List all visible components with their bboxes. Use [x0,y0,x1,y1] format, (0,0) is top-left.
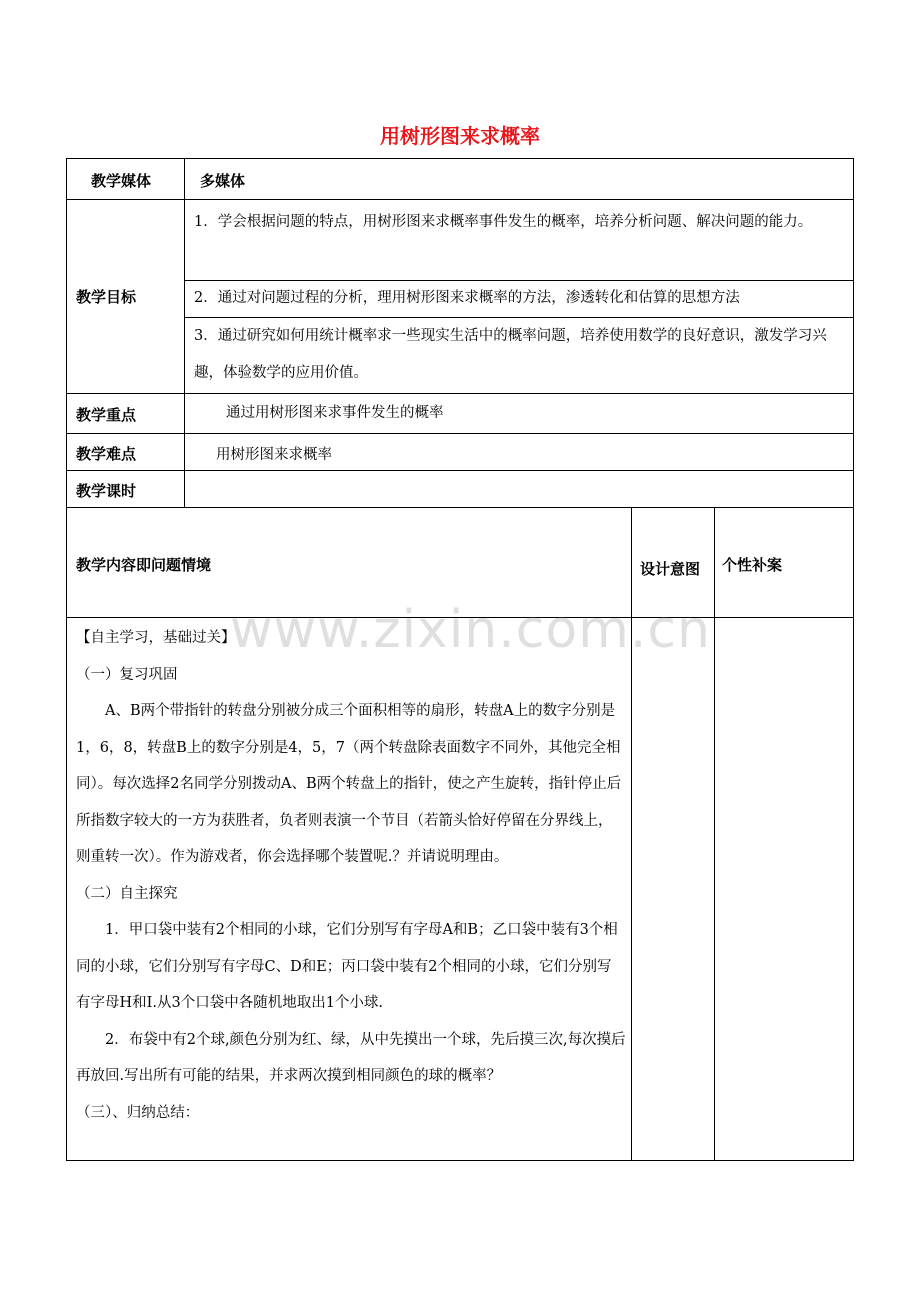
media-label: 教学媒体 [91,172,152,190]
difficulty-value: 用树形图来求概率 [216,447,332,463]
section-review: （一）复习巩固 [76,666,178,683]
explore-paragraph-1: 1．甲口袋中装有2个相同的小球，它们分别写有字母A和B；乙口袋中装有3个相同的小球，它们分别写有字母C、D和E；丙口袋中装有2个相同的小球，它们分别写有字母H和I.从3个口袋中各随机地取出1个小球. [76,922,618,1011]
supplement-column-divider [714,507,715,1161]
section-summary: （三）、归纳总结： [76,1104,200,1121]
review-paragraph: A、B两个带指针的转盘分别被分成三个面积相等的扇形，转盘A上的数字分别是1，6，8，转盘B上的数字分别是4，5，7（两个转盘除表面数字不同外，其他完全相同）。每次选择2名同学分别拨动A、B两个转盘上的指针，使之产生旋转，指针停止后所指数字较大的一方为获胜者，负者则表演一个节目（若箭头恰好停留在分界线上，则重转一次）。作为游戏者，你会选择哪个装置呢.？并请说明理由。 [76,703,622,865]
supplement-header: 个性补案 [722,556,783,574]
table-border-right [853,158,854,1161]
lesson-content [76,620,626,1131]
design-column-divider [631,507,632,1161]
content-heading: 【自主学习，基础过关】 [76,630,236,646]
hours-label: 教学课时 [76,482,137,500]
section-explore: （二）自主探究 [76,885,178,902]
content-header: 教学内容即问题情境 [76,556,212,574]
watermark: www.zixin.com.cn [230,600,711,660]
table-border-left [66,158,67,1161]
design-header: 设计意图 [640,560,701,578]
key-point-value: 通过用树形图来求事件发生的概率 [226,405,444,421]
table-border-bottom [66,1160,854,1161]
row-divider [66,617,854,618]
label-column-divider [184,158,185,508]
difficulty-label: 教学难点 [76,445,137,463]
key-point-label: 教学重点 [76,406,137,424]
goal-item-3: 3．通过研究如何用统计概率求一些现实生活中的概率问题，培养使用数学的良好意识，激发学习兴趣，体验数学的应用价值。 [194,328,827,381]
media-value: 多媒体 [200,172,246,190]
goal-item-2: 2．通过对问题过程的分析，理用树形图来求概率的方法，渗透转化和估算的思想方法 [194,290,740,306]
explore-paragraph-2: 2．布袋中有2个球,颜色分别为红、绿，从中先摸出一个球，先后摸三次,每次摸后再放回.写出所有可能的结果，并求两次摸到相同颜色的球的概率？ [76,1031,626,1084]
goals-label: 教学目标 [76,288,137,306]
goal-item-1: 1．学会根据问题的特点，用树形图来求概率事件发生的概率，培养分析问题、解决问题的能力。 [194,214,813,230]
page-title: 用树形图来求概率 [380,124,540,148]
